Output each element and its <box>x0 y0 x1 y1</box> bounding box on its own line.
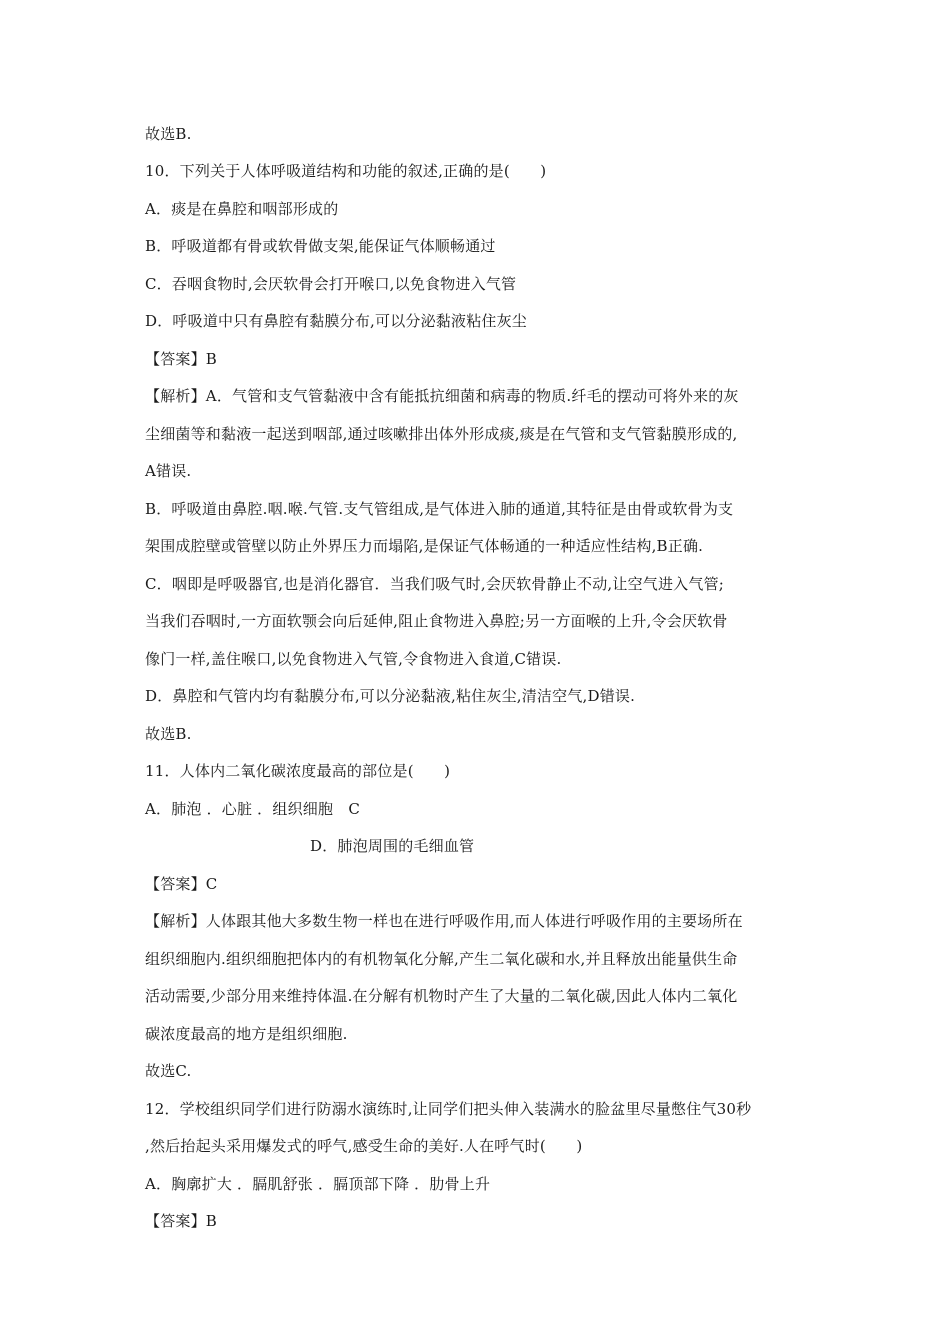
question-11-options: A．肺泡 ．心脏 ．组织细胞 C <box>145 800 361 818</box>
text-line: 故选C. <box>145 1062 192 1080</box>
question-10-option-a: A．痰是在鼻腔和咽部形成的 <box>145 200 339 218</box>
question-10-stem: 10．下列关于人体呼吸道结构和功能的叙述,正确的是( ) <box>145 162 547 180</box>
text-line: C．咽即是呼吸器官,也是消化器官．当我们吸气时,会厌软骨静止不动,让空气进入气管; <box>145 575 725 593</box>
text-line: D．鼻腔和气管内均有黏膜分布,可以分泌黏液,粘住灰尘,清洁空气,D错误. <box>145 687 636 705</box>
question-10-analysis: 【解析】A．气管和支气管黏液中含有能抵抗细菌和病毒的物质.纤毛的摆动可将外来的灰 <box>145 387 739 405</box>
text-line: 当我们吞咽时,一方面软颚会向后延伸,阻止食物进入鼻腔;另一方面喉的上升,令会厌软骨 <box>145 612 728 630</box>
text-line: 碳浓度最高的地方是组织细胞. <box>145 1025 348 1043</box>
question-11-stem: 11．人体内二氧化碳浓度最高的部位是( ) <box>145 762 451 780</box>
question-12-options: A．胸廓扩大 ．膈肌舒张 ．膈顶部下降 ．肋骨上升 <box>145 1175 491 1193</box>
question-12-answer: 【答案】B <box>145 1212 218 1230</box>
text-line: 架围成腔壁或管壁以防止外界压力而塌陷,是保证气体畅通的一种适应性结构,B正确. <box>145 537 704 555</box>
text-line: 组织细胞内.组织细胞把体内的有机物氧化分解,产生二氧化碳和水,并且释放出能量供生命 <box>145 950 738 968</box>
text-line: 故选B. <box>145 125 192 143</box>
text-line: 活动需要,少部分用来维持体温.在分解有机物时产生了大量的二氧化碳,因此人体内二氧化 <box>145 987 738 1005</box>
question-12-stem: 12．学校组织同学们进行防溺水演练时,让同学们把头伸入装满水的脸盆里尽量憋住气30秒 <box>145 1100 752 1118</box>
text-line: 故选B. <box>145 725 192 743</box>
text-line: 像门一样,盖住喉口,以免食物进入气管,令食物进入食道,C错误. <box>145 650 562 668</box>
question-11-analysis: 【解析】人体跟其他大多数生物一样也在进行呼吸作用,而人体进行呼吸作用的主要场所在 <box>145 912 743 930</box>
text-line: 尘细菌等和黏液一起送到咽部,通过咳嗽排出体外形成痰,痰是在气管和支气管黏膜形成的, <box>145 425 738 443</box>
question-10-answer: 【答案】B <box>145 350 218 368</box>
text-line: B．呼吸道由鼻腔.咽.喉.气管.支气管组成,是气体进入肺的通道,其特征是由骨或软骨为支 <box>145 500 734 518</box>
text-line: ,然后抬起头采用爆发式的呼气,感受生命的美好.人在呼气时( ) <box>145 1137 583 1155</box>
question-11-answer: 【答案】C <box>145 875 218 893</box>
question-11-option-d: D．肺泡周围的毛细血管 <box>310 837 475 855</box>
question-10-option-d: D．呼吸道中只有鼻腔有黏膜分布,可以分泌黏液粘住灰尘 <box>145 312 527 330</box>
text-line: A错误. <box>145 462 192 480</box>
question-10-option-c: C．吞咽食物时,会厌软骨会打开喉口,以免食物进入气管 <box>145 275 517 293</box>
question-10-option-b: B．呼吸道都有骨或软骨做支架,能保证气体顺畅通过 <box>145 237 496 255</box>
